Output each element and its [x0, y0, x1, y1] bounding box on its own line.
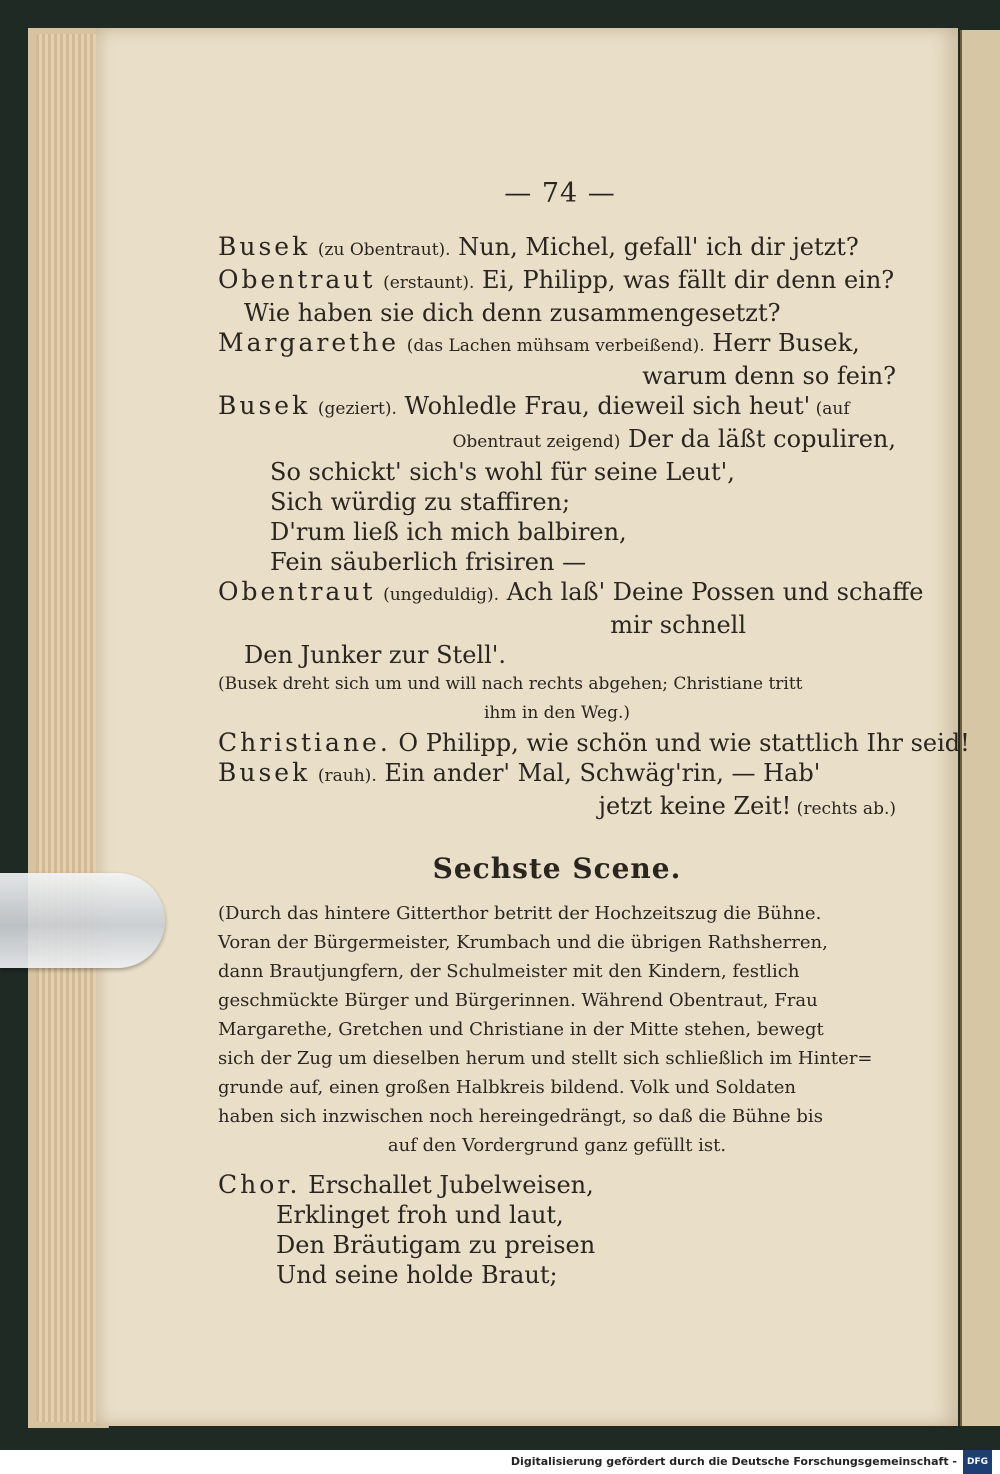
dialogue-text: warum denn so fein? — [642, 362, 896, 390]
stage-direction-inline: (auf — [810, 399, 850, 419]
stage-direction-inline: (geziert). — [317, 399, 397, 419]
dialogue-line — [218, 424, 896, 457]
speaker-name: Busek — [218, 391, 311, 420]
dialogue-text: Den Junker zur Stell'. — [244, 641, 506, 669]
verse-line — [218, 487, 896, 517]
dialogue-line — [218, 328, 896, 361]
dfg-logo-icon: DFG — [963, 1450, 992, 1474]
scene-title: Sechste Scene. — [432, 852, 682, 885]
verse-line — [218, 457, 896, 487]
dialogue-line — [218, 577, 924, 610]
stage-direction-inline: (das Lachen mühsam verbeißend). — [406, 336, 705, 356]
stage-direction-text: (Busek dreht sich um und will nach rechts abgehen; Christiane tritt — [218, 674, 803, 694]
dialogue-text: Ein ander' Mal, Schwäg'rin, — Hab' — [376, 759, 821, 787]
dialogue-text: Wohledle Frau, dieweil sich heut' — [396, 392, 811, 420]
verse-text: Und seine holde Braut; — [276, 1261, 558, 1289]
dialogue-text: O Philipp, wie schön und wie stattlich Ihr seid! — [390, 729, 970, 757]
stage-direction-inline: (ungeduldig). — [383, 585, 500, 605]
stage-direction-text: ihm in den Weg.) — [483, 703, 631, 723]
dialogue-text: Ei, Philipp, was fällt dir denn ein? — [474, 266, 895, 294]
dialogue-text: mir schnell — [610, 611, 746, 639]
stage-direction-line: grunde auf, einen großen Halbkreis bildend. Volk und Soldaten — [218, 1077, 796, 1098]
verse-line — [218, 517, 896, 547]
stage-direction-inline: Obentraut zeigend) — [452, 432, 621, 452]
dialogue-line — [218, 298, 896, 328]
dialogue-text: Der da läßt copuliren, — [620, 425, 896, 453]
verse-text: Den Bräutigam zu preisen — [276, 1231, 596, 1259]
speaker-name: Margarethe — [218, 328, 400, 357]
stage-direction-line: (Durch das hintere Gitterthor betritt der Hochzeitszug die Bühne. — [218, 903, 822, 924]
chorus-line — [218, 1170, 896, 1200]
verse-text: Erklinget froh und laut, — [276, 1201, 564, 1229]
speaker-name: Chor. — [218, 1170, 301, 1199]
dialogue-text: Nun, Michel, gefall' ich dir jetzt? — [450, 233, 859, 261]
page-stack-texture — [36, 34, 102, 1422]
stage-direction-inline: (rauh). — [317, 766, 377, 786]
digitization-footer — [0, 1450, 1000, 1472]
stage-direction-line: haben sich inzwischen noch hereingedrängt, so daß die Bühne bis — [218, 1106, 823, 1127]
verse-line — [218, 547, 896, 577]
chorus-line — [218, 1200, 896, 1230]
footer-credit: Digitalisierung gefördert durch die Deutsche Forschungsgemeinschaft - — [510, 1455, 957, 1468]
stage-direction-inline: (zu Obentraut). — [317, 240, 451, 260]
dialogue-line — [218, 640, 896, 670]
speaker-name: Obentraut — [218, 265, 376, 294]
dialogue-text: Wie haben sie dich denn zusammengesetzt? — [244, 299, 781, 327]
verse-text: So schickt' sich's wohl für seine Leut', — [270, 458, 735, 486]
dialogue-line — [218, 610, 896, 640]
stage-direction-inline: (rechts ab.) — [791, 799, 896, 819]
speaker-name: Busek — [218, 232, 311, 261]
verse-text: Fein säuberlich frisiren — — [270, 548, 587, 576]
dialogue-line — [218, 265, 896, 298]
stage-direction-line: Margarethe, Gretchen und Christiane in der Mitte stehen, bewegt — [218, 1019, 824, 1040]
page-number: — 74 — — [504, 178, 616, 209]
scene-stage-direction — [218, 899, 896, 1160]
stage-direction-line: Voran der Bürgermeister, Krumbach und die übrigen Rathsherren, — [218, 932, 828, 953]
page-holder-clip — [0, 873, 165, 968]
stage-direction-line: auf den Vordergrund ganz gefüllt ist. — [387, 1135, 727, 1156]
speaker-name: Obentraut — [218, 577, 376, 606]
dialogue-line — [218, 232, 896, 265]
facing-page — [960, 30, 1000, 1426]
stage-direction-line: dann Brautjungfern, der Schulmeister mit den Kindern, festlich — [218, 961, 800, 982]
play-text — [218, 232, 970, 1290]
stage-direction-line — [218, 699, 896, 728]
speaker-name: Busek — [218, 758, 311, 787]
dialogue-text: jetzt keine Zeit! — [598, 792, 792, 820]
dialogue-line — [218, 361, 896, 391]
dialogue-line — [218, 758, 896, 791]
stage-direction-line — [218, 670, 896, 699]
verse-text: Sich würdig zu staffiren; — [270, 488, 571, 516]
chorus-line — [218, 1260, 896, 1290]
stage-direction-line: geschmückte Bürger und Bürgerinnen. Während Obentraut, Frau — [218, 990, 818, 1011]
stage-direction-line: sich der Zug um dieselben herum und stellt sich schließlich im Hinter= — [218, 1048, 873, 1069]
verse-text: D'rum ließ ich mich balbiren, — [270, 518, 627, 546]
chorus-line — [218, 1230, 896, 1260]
dialogue-text: Ach laß' Deine Possen und schaffe — [499, 578, 924, 606]
verse-text: Erschallet Jubelweisen, — [300, 1171, 594, 1199]
speaker-name: Christiane. — [218, 728, 391, 757]
dialogue-line — [218, 728, 970, 758]
dialogue-line — [218, 791, 896, 824]
dialogue-line — [218, 391, 896, 424]
dialogue-text: Herr Busek, — [704, 329, 860, 357]
stage-direction-inline: (erstaunt). — [383, 273, 475, 293]
